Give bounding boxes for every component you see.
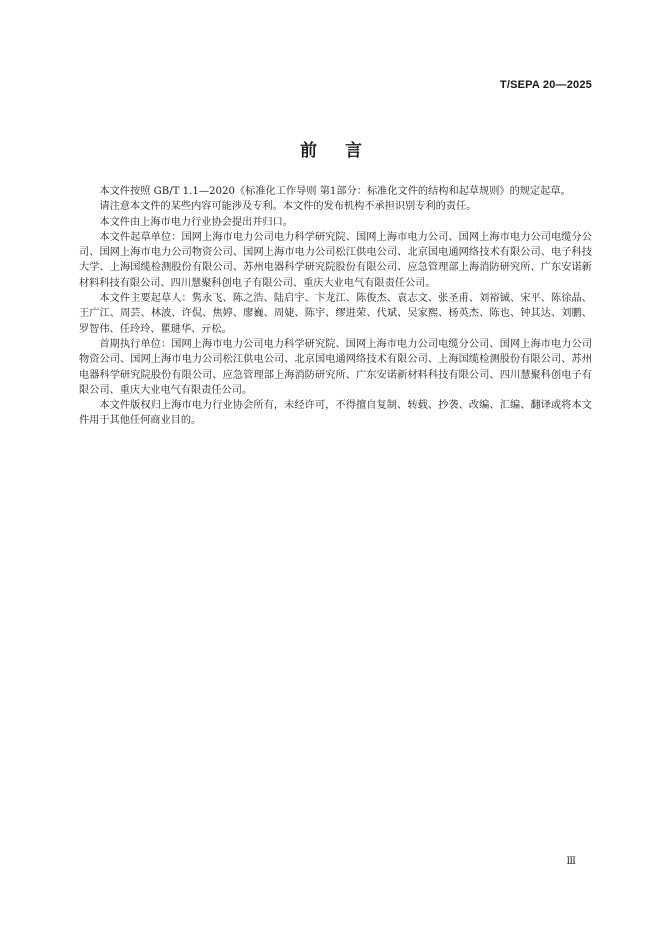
document-code: T/SEPA 20—2025 [499,79,592,91]
paragraph-patent-notice: 请注意本文件的某些内容可能涉及专利。本文件的发布机构不承担识别专利的责任。 [99,201,477,213]
paragraph-drafting-units: 本文件起草单位：国网上海市电力公司电力科学研究院、国网上海市电力公司、国网上海市电力公司电缆分公司、国网上海市电力公司物资公司、国网上海市电力公司松江供电公司、北京国电通网络技术有限公司、电子科技大学、上海国缆检测股份有限公司、苏州电器科学研究院股份有限公司、应急管理部上海消防研究所、广东安诺新材料科技有限公司、四川慧聚科创电子有限公司、重庆大业电气有限责任公司。 [79,231,592,289]
page-number: Ⅲ [566,856,576,867]
paragraph-first-executing-units: 首期执行单位：国网上海市电力公司电力科学研究院、国网上海市电力公司电缆分公司、国网上海市电力公司物资公司、国网上海市电力公司松江供电公司、北京国电通网络技术有限公司、上海国缆检测股份有限公司、苏州电器科学研究院股份有限公司、应急管理部上海消防研究所、广东安诺新材料科技有限公司、四川慧聚科创电子有限公司、重庆大业电气有限责任公司。 [79,338,592,396]
paragraph-drafters: 本文件主要起草人：隽永飞、陈之浩、陆启宇、卞龙江、陈俊杰、袁志文、张圣甫、刘裕铖、宋平、陈徐晶、王广江、周芸、林波、许侃、焦婷、廖巍、周婕、陈宇、缪进荣、代斌、吴家熙、杨英杰、陈也、钟其达、刘鹏、罗智伟、任玲玲、瞿琎华、亓松。 [79,293,592,335]
foreword-body [79,184,592,429]
paragraph-proposer: 本文件由上海市电力行业协会提出并归口。 [99,216,293,228]
page-title: 前言 [300,141,390,161]
paragraph-copyright: 本文件版权归上海市电力行业协会所有，未经许可，不得擅自复制、转载、抄袭、改编、汇编、翻译或将本文件用于其他任何商业目的。 [79,400,592,427]
paragraph-drafting-rules: 本文件按照 GB/T 1.1—2020《标准化工作导则 第1部分：标准化文件的结构和起草规则》的规定起草。 [99,186,571,197]
